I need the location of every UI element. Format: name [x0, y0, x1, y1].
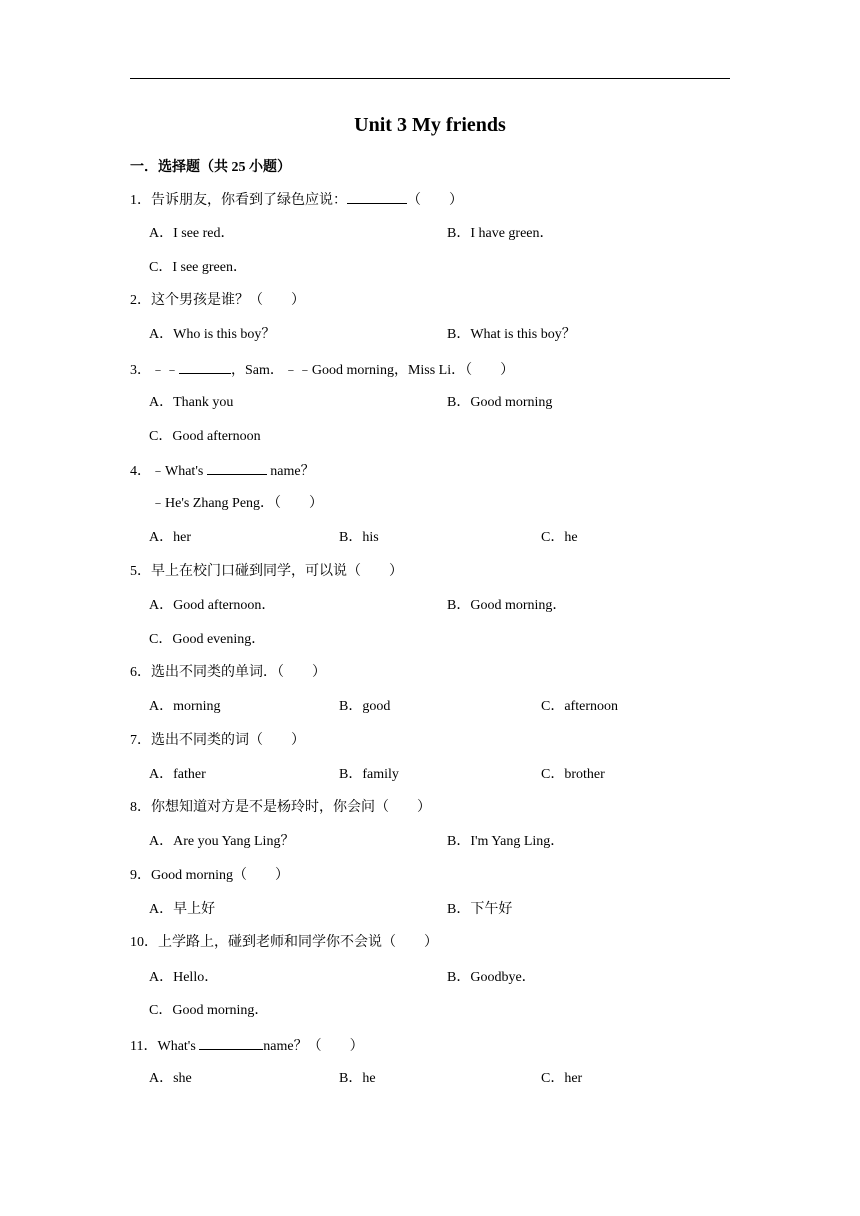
question-7: 7．选出不同类的词（ ）: [130, 733, 305, 748]
option-a: A．Thank you: [149, 395, 234, 410]
question-text: ，Sam．﹣﹣Good morning，Miss Li．（ ）: [231, 363, 515, 378]
option-a: A．her: [149, 530, 191, 545]
question-10: 10．上学路上，碰到老师和同学你不会说（ ）: [130, 935, 438, 950]
option-a: A．Hello．: [149, 970, 219, 985]
question-text: name？: [266, 464, 315, 479]
option-b: B．I have green．: [447, 226, 554, 241]
option-b: B．his: [339, 530, 379, 545]
answer-blank: [179, 359, 231, 374]
question-8: 8．你想知道对方是不是杨玲时，你会问（ ）: [130, 800, 431, 815]
option-a: A．I see red．: [149, 226, 235, 241]
page-title: Unit 3 My friends: [354, 114, 506, 136]
question-text: 11．What's: [130, 1039, 200, 1054]
question-11: [130, 1035, 364, 1057]
option-c: C．brother: [541, 767, 605, 782]
option-c: C．Good evening．: [149, 632, 266, 647]
question-text: 4．﹣What's: [130, 464, 207, 479]
option-b: B．good: [339, 699, 391, 714]
option-b: B．Goodbye．: [447, 970, 536, 985]
option-c: C．he: [541, 530, 578, 545]
option-c: C．I see green．: [149, 260, 247, 275]
question-text: 3．﹣﹣: [130, 363, 179, 378]
option-c: C．Good afternoon: [149, 429, 261, 444]
option-c: C．her: [541, 1071, 583, 1086]
option-b: B．下午好: [447, 902, 513, 917]
option-b: B．Good morning．: [447, 598, 567, 613]
section-heading: 一．选择题（共 25 小题）: [130, 160, 291, 175]
option-a: A．Good afternoon．: [149, 598, 276, 613]
question-text: 1．告诉朋友，你看到了绿色应说：: [130, 193, 347, 208]
option-a: A．早上好: [149, 902, 216, 917]
option-a: A．Are you Yang Ling？: [149, 834, 295, 849]
question-5: 5．早上在校门口碰到同学，可以说（ ）: [130, 564, 403, 579]
option-b: B．he: [339, 1071, 376, 1086]
option-b: B．What is this boy？: [447, 327, 576, 342]
option-b: B．family: [339, 767, 399, 782]
answer-blank: [347, 189, 407, 204]
question-text: （ ）: [407, 193, 463, 208]
question-text: name？（ ）: [263, 1039, 364, 1054]
answer-blank: [207, 460, 267, 475]
option-a: A．morning: [149, 699, 221, 714]
question-2: 2．这个男孩是谁？（ ）: [130, 293, 305, 308]
question-1: [130, 189, 463, 211]
option-c: C．afternoon: [541, 699, 618, 714]
answer-blank: [199, 1035, 263, 1050]
question-4: [130, 460, 315, 482]
option-b: B．Good morning: [447, 395, 553, 410]
option-b: B．I'm Yang Ling．: [447, 834, 565, 849]
question-3: [130, 359, 514, 381]
option-a: A．father: [149, 767, 206, 782]
option-a: A．she: [149, 1071, 192, 1086]
header-rule: [130, 78, 730, 79]
question-9: 9．Good morning（ ）: [130, 868, 290, 883]
option-c: C．Good morning．: [149, 1003, 269, 1018]
question-4-response: ﹣He's Zhang Peng．（ ）: [151, 496, 324, 511]
question-6: 6．选出不同类的单词．（ ）: [130, 665, 326, 680]
option-a: A．Who is this boy？: [149, 327, 276, 342]
